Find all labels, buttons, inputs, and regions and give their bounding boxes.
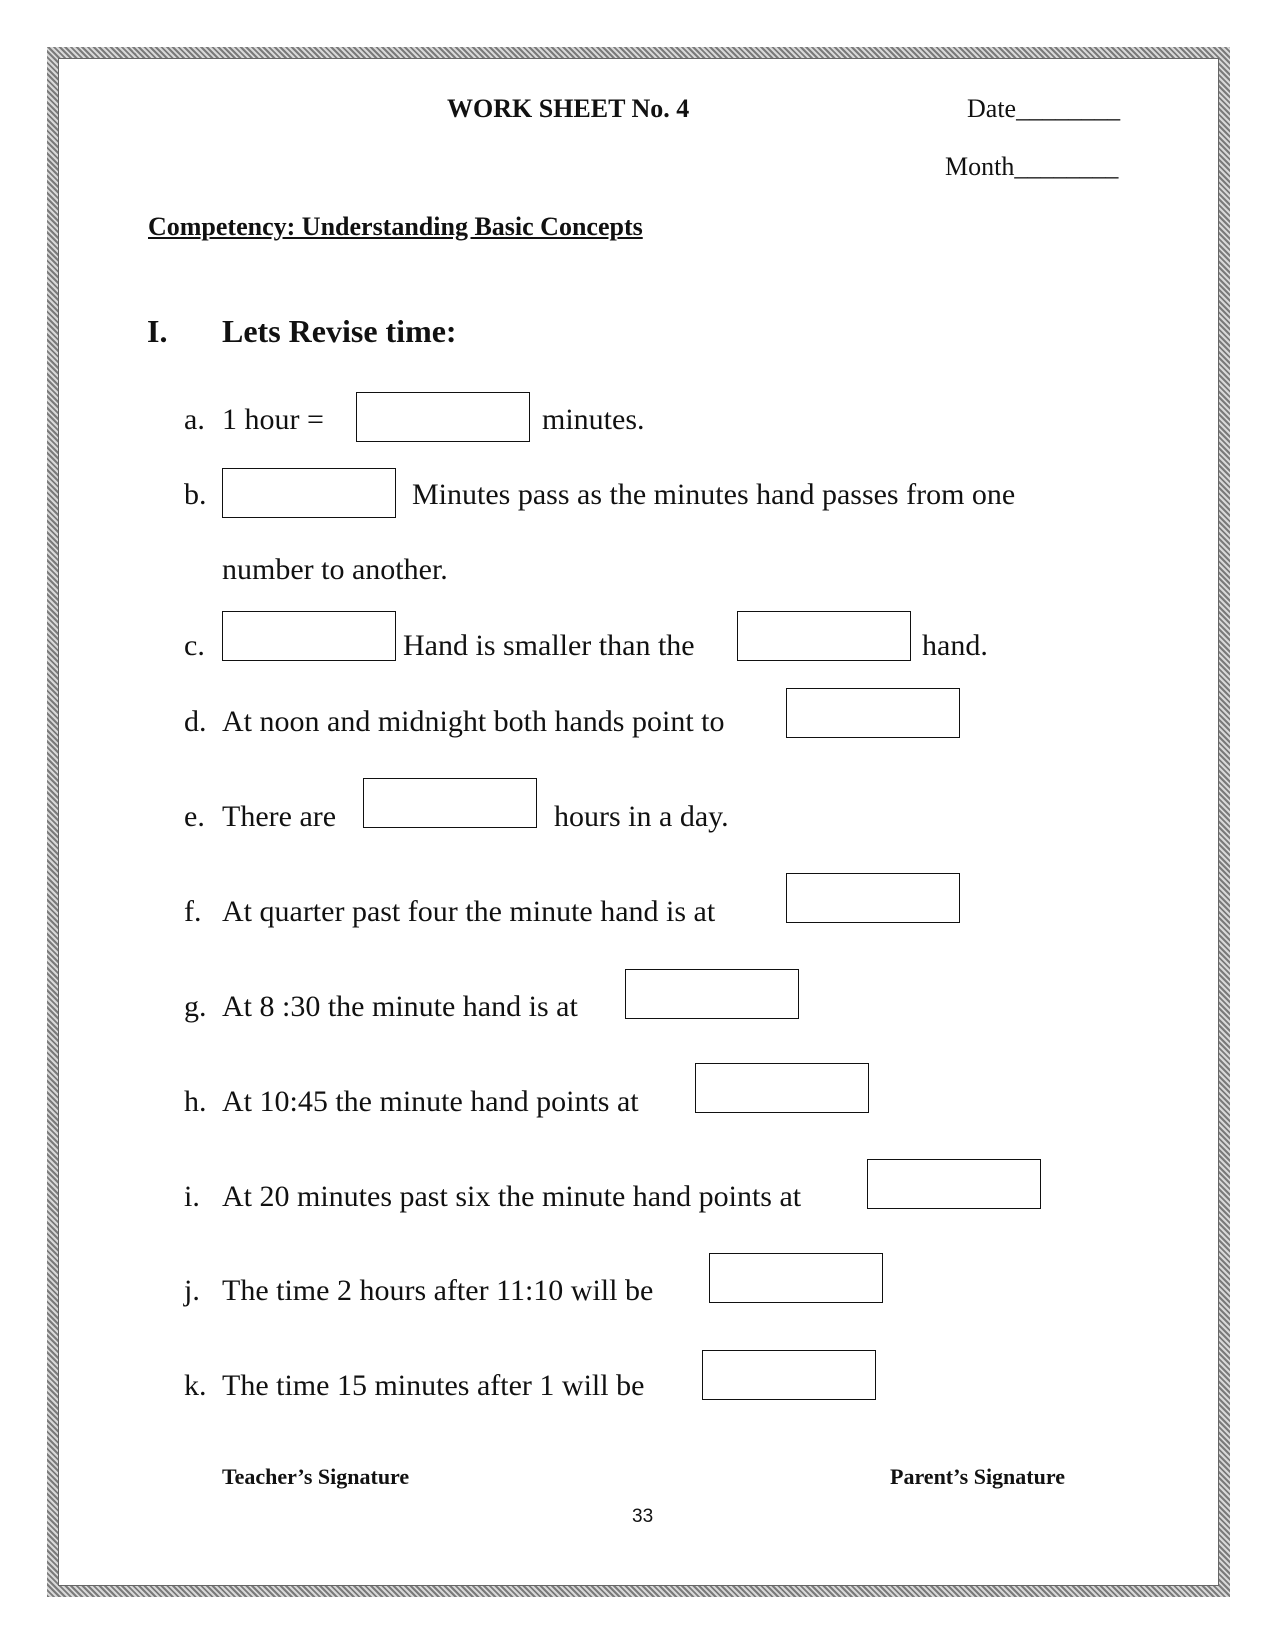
question-e-text-end: hours in a day. (554, 800, 729, 833)
question-a-letter: a. (184, 403, 205, 436)
question-b-text-cont: number to another. (222, 553, 448, 586)
question-c-letter: c. (184, 629, 205, 662)
question-c-text: Hand is smaller than the (403, 629, 695, 662)
teacher-signature-label: Teacher’s Signature (222, 1464, 410, 1489)
date-field[interactable]: Date________ (967, 94, 1121, 123)
question-d-letter: d. (184, 705, 207, 738)
question-j-letter: j. (184, 1274, 200, 1307)
answer-box-g[interactable] (625, 969, 799, 1019)
answer-box-d[interactable] (786, 688, 960, 738)
answer-box-c2[interactable] (737, 611, 911, 661)
answer-box-h[interactable] (695, 1063, 869, 1113)
question-k-letter: k. (184, 1369, 207, 1402)
question-a-text: 1 hour = (222, 403, 324, 436)
answer-box-j[interactable] (709, 1253, 883, 1303)
question-g-letter: g. (184, 990, 207, 1023)
answer-box-c1[interactable] (222, 611, 396, 661)
section-title: Lets Revise time: (222, 313, 457, 349)
question-i-letter: i. (184, 1180, 200, 1213)
question-a-text-end: minutes. (542, 403, 645, 436)
question-e-letter: e. (184, 800, 205, 833)
question-f-letter: f. (184, 895, 202, 928)
answer-box-k[interactable] (702, 1350, 876, 1400)
answer-box-f[interactable] (786, 873, 960, 923)
month-field[interactable]: Month________ (945, 152, 1119, 181)
question-b-text: Minutes pass as the minutes hand passes from one (412, 478, 1016, 511)
parent-signature-label: Parent’s Signature (890, 1464, 1065, 1489)
answer-box-e[interactable] (363, 778, 537, 828)
competency-heading: Competency: Understanding Basic Concepts (148, 212, 643, 241)
question-j-text: The time 2 hours after 11:10 will be (222, 1274, 654, 1307)
question-f-text: At quarter past four the minute hand is at (222, 895, 716, 928)
question-c-text-end: hand. (922, 629, 988, 662)
answer-box-a[interactable] (356, 392, 530, 442)
question-h-text: At 10:45 the minute hand points at (222, 1085, 639, 1118)
section-numeral: I. (147, 313, 168, 349)
answer-box-b[interactable] (222, 468, 396, 518)
question-k-text: The time 15 minutes after 1 will be (222, 1369, 645, 1402)
question-d-text: At noon and midnight both hands point to (222, 705, 725, 738)
question-e-text: There are (222, 800, 337, 833)
question-b-letter: b. (184, 478, 207, 511)
answer-box-i[interactable] (867, 1159, 1041, 1209)
worksheet-title: WORK SHEET No. 4 (447, 94, 690, 123)
question-g-text: At 8 :30 the minute hand is at (222, 990, 578, 1023)
page-number: 33 (632, 1506, 654, 1527)
question-h-letter: h. (184, 1085, 207, 1118)
question-i-text: At 20 minutes past six the minute hand points at (222, 1180, 802, 1213)
